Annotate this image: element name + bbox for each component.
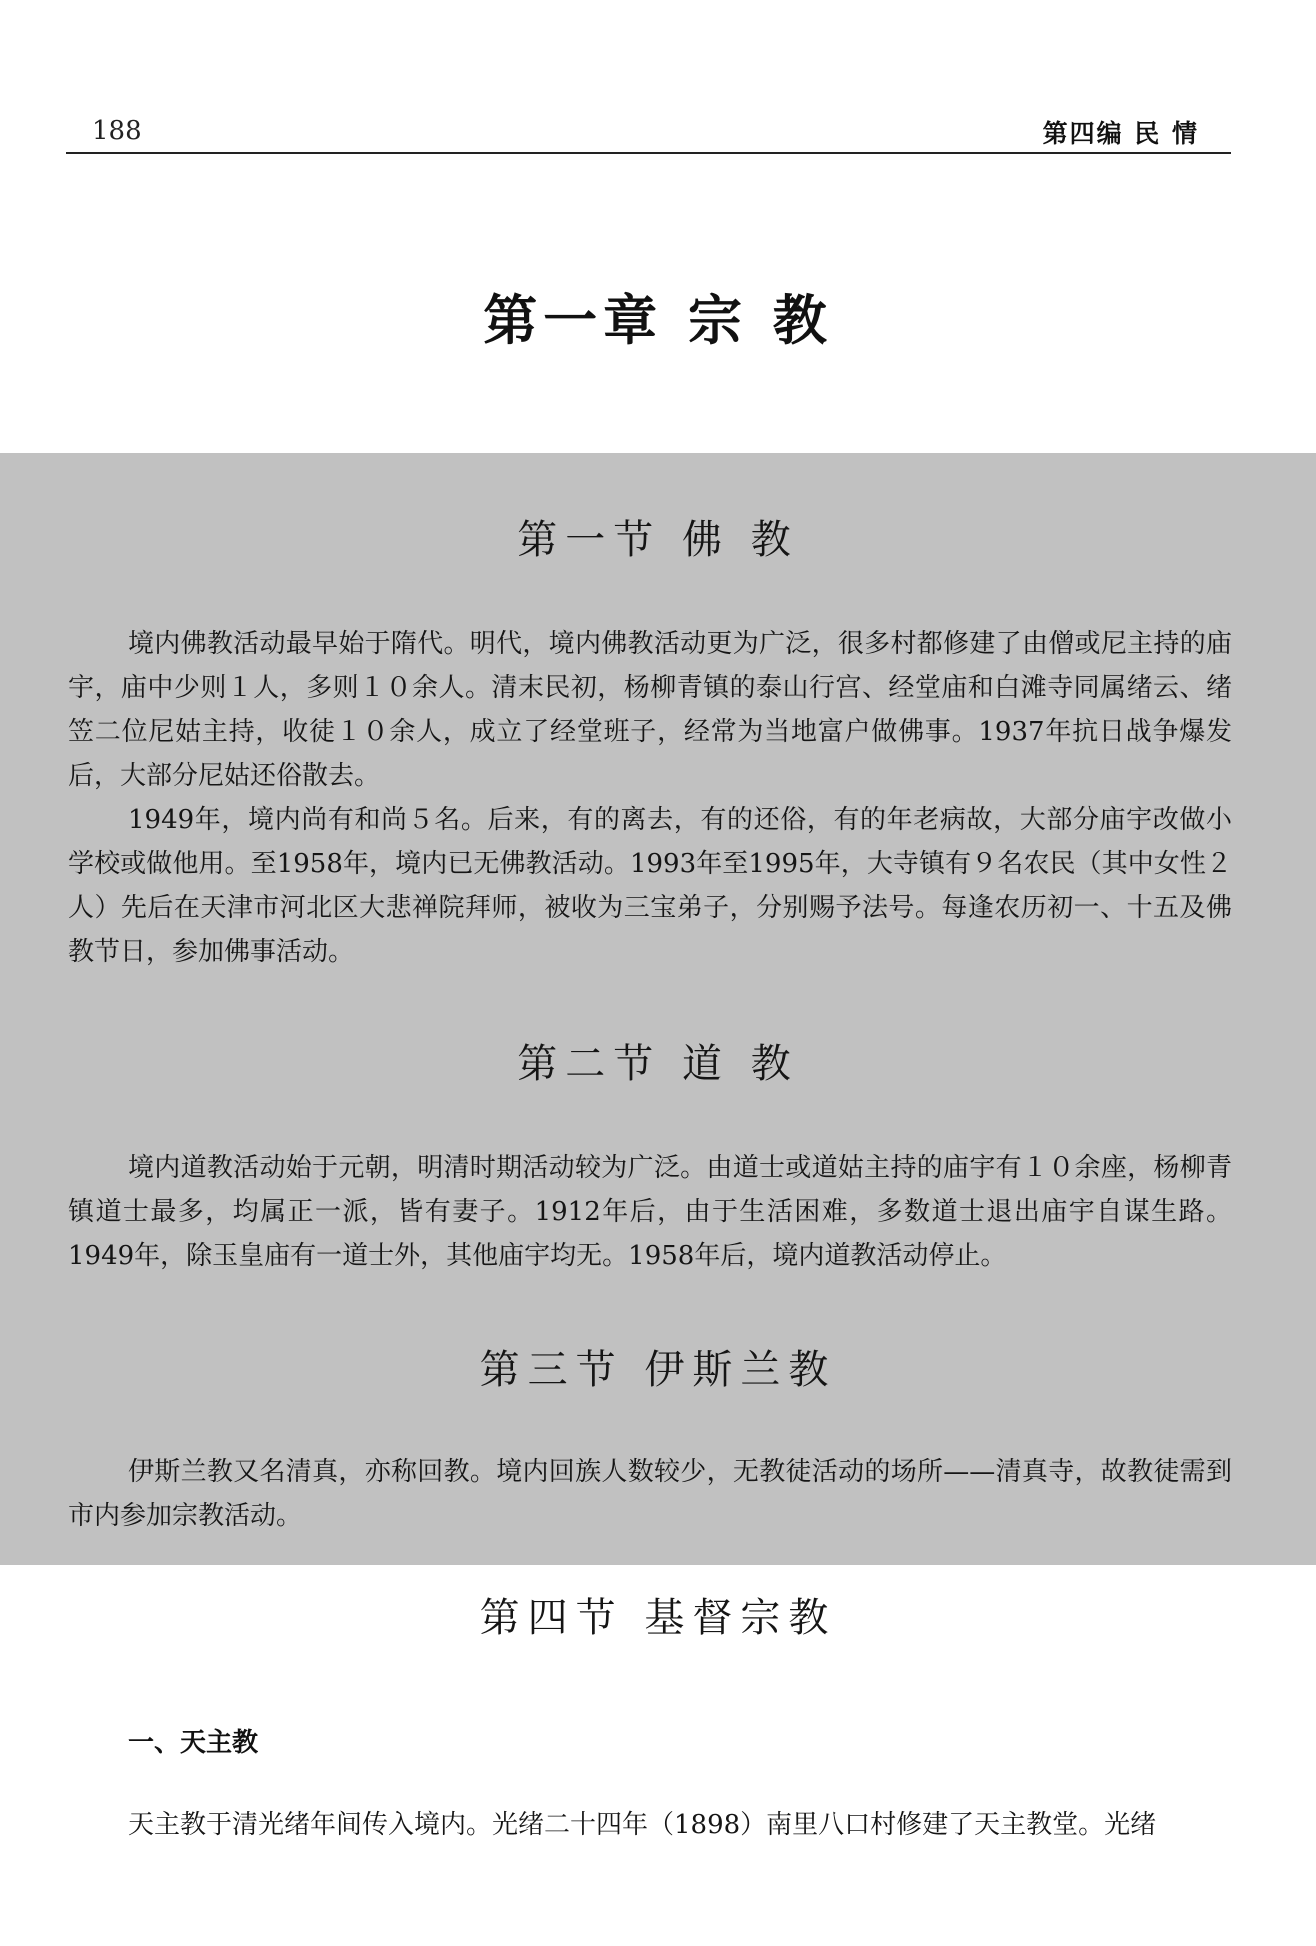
section-title-buddhism: 第一节 佛 教 xyxy=(517,517,799,563)
paragraph: 天主教于清光绪年间传入境内。光绪二十四年（1898）南里八口村修建了天主教堂。光绪 xyxy=(128,1810,1157,1840)
running-header xyxy=(66,108,1231,154)
chapter-title: 第一章 宗 教 xyxy=(483,288,833,352)
paragraph: 境内道教活动始于元朝，明清时期活动较为广泛。由道士或道姑主持的庙宇有１０余座，杨柳青镇道士最多，均属正一派，皆有妻子。1912年后，由于生活困难，多数道士退出庙宇自谋生路。1949年，除玉皇庙有一道士外，其他庙宇均无。1958年后，境内道教活动停止。 xyxy=(68,1153,1232,1271)
part-title: 第四编 民 情 xyxy=(1042,119,1199,148)
section-title-christianity: 第四节 基督宗教 xyxy=(479,1595,837,1641)
subheading-catholicism: 一、天主教 xyxy=(128,1728,259,1758)
paragraph: 1949年，境内尚有和尚５名。后来，有的离去，有的还俗，有的年老病故，大部分庙宇改做小学校或做他用。至1958年，境内已无佛教活动。1993年至1995年，大寺镇有９名农民（其中女性２人）先后在天津市河北区大悲禅院拜师，被收为三宝弟子，分别赐予法号。每逢农历初一、十五及佛教节日，参加佛事活动。 xyxy=(68,805,1232,967)
section-title-islam: 第三节 伊斯兰教 xyxy=(479,1347,837,1393)
page-number: 188 xyxy=(92,116,142,146)
paragraph: 境内佛教活动最早始于隋代。明代，境内佛教活动更为广泛，很多村都修建了由僧或尼主持的庙宇，庙中少则１人，多则１０余人。清末民初，杨柳青镇的泰山行宫、经堂庙和白滩寺同属绪云、绪笠二位尼姑主持，收徒１０余人，成立了经堂班子，经常为当地富户做佛事。1937年抗日战争爆发后，大部分尼姑还俗散去。 xyxy=(68,629,1232,791)
shaded-band xyxy=(0,453,1316,1565)
paragraph: 伊斯兰教又名清真，亦称回教。境内回族人数较少，无教徒活动的场所——清真寺，故教徒需到市内参加宗教活动。 xyxy=(68,1457,1232,1531)
section-title-taoism: 第二节 道 教 xyxy=(517,1041,799,1087)
